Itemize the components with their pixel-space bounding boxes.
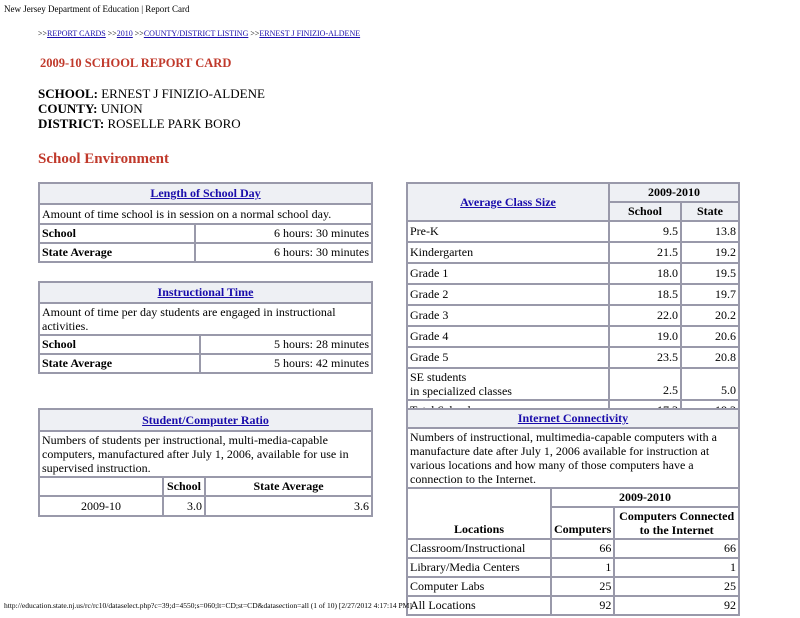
page-footer-url: http://education.state.nj.us/rc/rc10/dataselect.php?c=39;d=4550;s=060;lt=CD;st=CD&datasection=all (1 of 10) [2/27/2012 4:17:14 PM]: [4, 601, 412, 610]
row-label: Pre-K: [407, 221, 609, 242]
instr-school-value: 5 hours: 28 minutes: [200, 335, 372, 354]
breadcrumb-link-county-district[interactable]: COUNTY/DISTRICT LISTING: [143, 29, 249, 38]
class-size-heading[interactable]: Average Class Size: [407, 183, 609, 221]
row-label: Computer Labs: [407, 577, 551, 596]
length-of-day-table: [38, 182, 373, 263]
breadcrumb-sep: >>: [105, 29, 117, 38]
table-row: [407, 305, 739, 326]
instr-state-label: State Average: [39, 354, 200, 373]
internet-heading[interactable]: Internet Connectivity: [407, 409, 739, 428]
internet-locations-header: Locations: [407, 488, 551, 539]
row-label: Library/Media Centers: [407, 558, 551, 577]
table-row: [407, 326, 739, 347]
row-state: 13.8: [681, 221, 739, 242]
table-row: [407, 539, 739, 558]
row-computers: 92: [551, 596, 614, 615]
instructional-time-description: Amount of time per day students are engaged in instructional activities.: [39, 303, 372, 335]
table-row: [407, 242, 739, 263]
row-computers: 66: [551, 539, 614, 558]
row-school: 9.5: [609, 221, 681, 242]
row-label: Grade 3: [407, 305, 609, 326]
row-label-line2: in specialized classes: [410, 384, 512, 398]
county-value: UNION: [100, 101, 143, 116]
internet-year: 2009-2010: [551, 488, 739, 507]
ratio-school-header: School: [163, 477, 205, 496]
breadcrumb: [38, 29, 360, 38]
row-label-line1: SE students: [410, 370, 467, 384]
row-state: 19.7: [681, 284, 739, 305]
breadcrumb-link-report-cards[interactable]: REPORT CARDS: [47, 29, 106, 38]
class-size-table: [406, 182, 740, 422]
class-size-year: 2009-2010: [609, 183, 739, 202]
breadcrumb-sep: >>: [38, 29, 48, 38]
ratio-blank-header: [39, 477, 163, 496]
ratio-state-value: 3.6: [205, 496, 372, 516]
ratio-school-value: 3.0: [163, 496, 205, 516]
instr-school-label: School: [39, 335, 200, 354]
row-state: 5.0: [681, 368, 739, 400]
breadcrumb-sep: >>: [132, 29, 144, 38]
row-label: Grade 5: [407, 347, 609, 368]
row-connected: 66: [614, 539, 739, 558]
internet-connected-header: Computers Connected to the Internet: [614, 507, 739, 539]
row-state: 20.6: [681, 326, 739, 347]
length-school-label: School: [39, 224, 195, 243]
breadcrumb-link-2010[interactable]: 2010: [116, 29, 133, 38]
row-school: 18.0: [609, 263, 681, 284]
table-row: [407, 577, 739, 596]
row-computers: 25: [551, 577, 614, 596]
length-state-value: 6 hours: 30 minutes: [195, 243, 372, 262]
table-row: [407, 347, 739, 368]
instr-state-value: 5 hours: 42 minutes: [200, 354, 372, 373]
internet-table: [406, 408, 740, 616]
length-state-label: State Average: [39, 243, 195, 262]
row-label: Grade 4: [407, 326, 609, 347]
length-of-day-description: Amount of time school is in session on a normal school day.: [39, 204, 372, 224]
row-label: Grade 2: [407, 284, 609, 305]
school-value: ERNEST J FINIZIO-ALDENE: [101, 86, 265, 101]
row-school: 2.5: [609, 368, 681, 400]
row-school: 18.5: [609, 284, 681, 305]
table-row: [407, 368, 739, 400]
row-label: All Locations: [407, 596, 551, 615]
internet-computers-header: Computers: [551, 507, 614, 539]
school-line: [38, 86, 265, 102]
row-school: 21.5: [609, 242, 681, 263]
row-connected: 1: [614, 558, 739, 577]
student-computer-ratio-table: [38, 408, 373, 517]
row-state: 20.2: [681, 305, 739, 326]
table-row: [407, 263, 739, 284]
table-row: [407, 284, 739, 305]
row-computers: 1: [551, 558, 614, 577]
county-line: [38, 101, 143, 117]
length-of-day-heading[interactable]: Length of School Day: [39, 183, 372, 204]
ratio-year: 2009-10: [39, 496, 163, 516]
student-computer-ratio-heading[interactable]: Student/Computer Ratio: [39, 409, 372, 431]
class-size-state-header: State: [681, 202, 739, 221]
row-label: Grade 1: [407, 263, 609, 284]
row-label: [407, 368, 609, 400]
instructional-time-heading[interactable]: Instructional Time: [39, 282, 372, 303]
length-school-value: 6 hours: 30 minutes: [195, 224, 372, 243]
student-computer-ratio-description: Numbers of students per instructional, multi-media-capable computers, manufactured after July 1, 2006, available for use in supervised instruction.: [39, 431, 372, 477]
report-title: 2009-10 SCHOOL REPORT CARD: [40, 56, 232, 70]
row-label: Classroom/Instructional: [407, 539, 551, 558]
row-school: 23.5: [609, 347, 681, 368]
county-label: COUNTY:: [38, 101, 98, 116]
ratio-state-header: State Average: [205, 477, 372, 496]
instructional-time-table: [38, 281, 373, 374]
table-row: [407, 596, 739, 615]
district-value: ROSELLE PARK BORO: [107, 116, 241, 131]
class-size-school-header: School: [609, 202, 681, 221]
table-row: [407, 558, 739, 577]
section-title: School Environment: [38, 151, 169, 167]
breadcrumb-link-school[interactable]: ERNEST J FINIZIO-ALDENE: [259, 29, 361, 38]
table-row: [407, 221, 739, 242]
row-state: 19.5: [681, 263, 739, 284]
row-label: Kindergarten: [407, 242, 609, 263]
breadcrumb-sep: >>: [248, 29, 260, 38]
row-school: 22.0: [609, 305, 681, 326]
window-title: New Jersey Department of Education | Report Card: [4, 4, 190, 14]
row-state: 20.8: [681, 347, 739, 368]
row-state: 19.2: [681, 242, 739, 263]
row-connected: 25: [614, 577, 739, 596]
row-connected: 92: [614, 596, 739, 615]
row-school: 19.0: [609, 326, 681, 347]
district-label: DISTRICT:: [38, 116, 105, 131]
school-label: SCHOOL:: [38, 86, 98, 101]
internet-description: Numbers of instructional, multimedia-capable computers with a manufacture date after July 1, 2006 available for instruction at various locations and how many of those computers have a connection to the Internet.: [407, 428, 739, 488]
district-line: [38, 116, 241, 132]
